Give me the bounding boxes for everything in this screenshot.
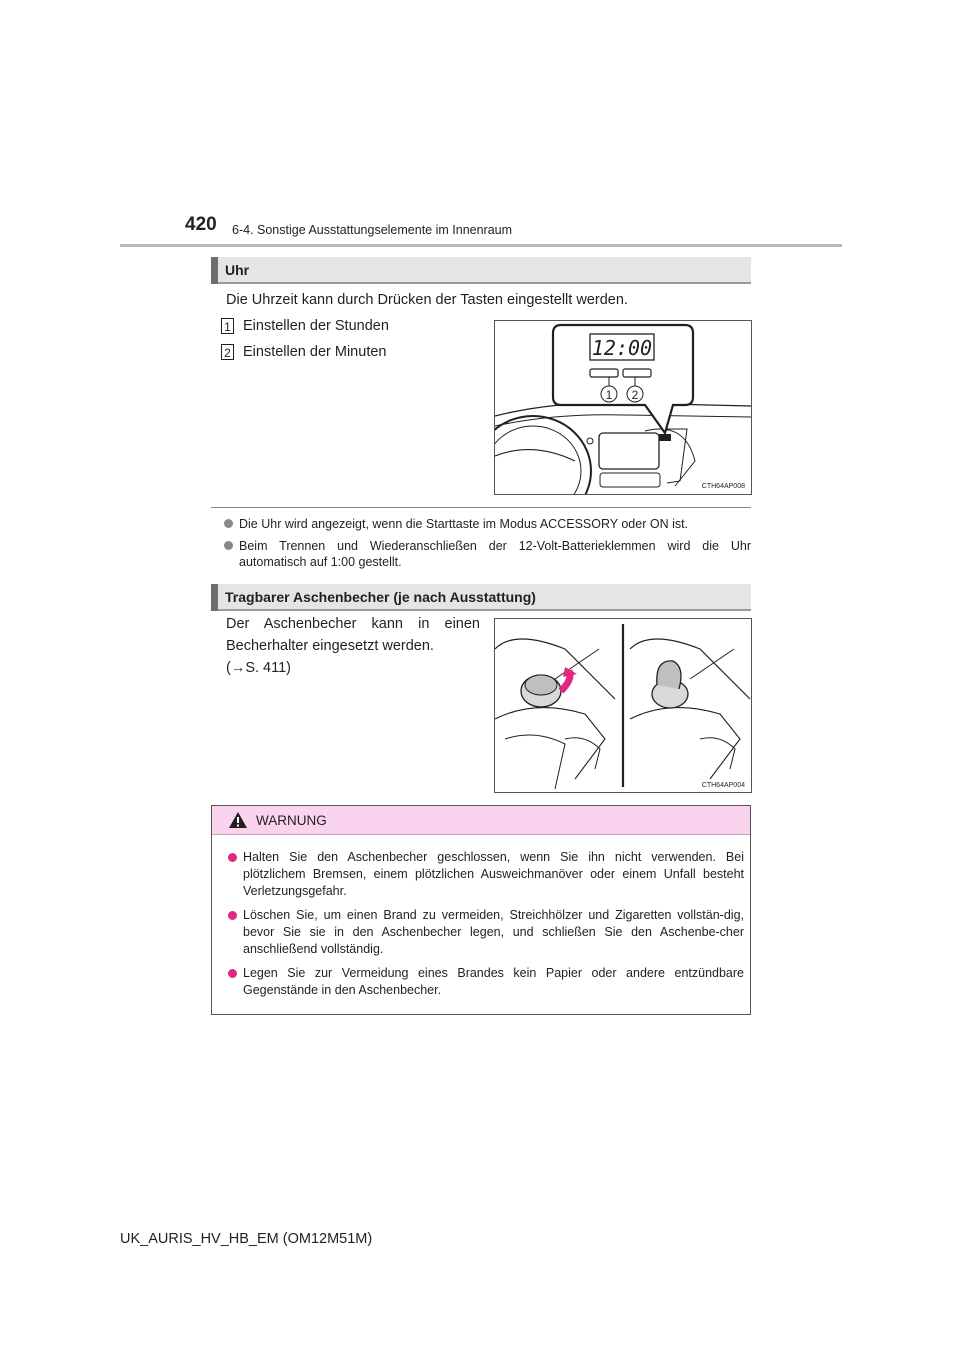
item-label: Einstellen der Minuten	[243, 344, 387, 360]
warning-item: Löschen Sie, um einen Brand zu vermeiden, Streichhölzer und Zigaretten vollstän-dig, bevor Sie sie in den Aschenbecher legen, und schließen Sie den Aschenbe-cher anschließend vollständig.	[228, 907, 744, 958]
note-item: Beim Trennen und Wiederanschließen der 12-Volt-Batterieklemmen wird die Uhr automatisch auf 1:00 gestellt.	[224, 538, 751, 570]
section-title: Tragbarer Aschenbecher (je nach Ausstattung)	[225, 589, 536, 605]
bullet-icon	[228, 853, 237, 862]
clock-intro: Die Uhrzeit kann durch Drücken der Tasten eingestellt werden.	[226, 292, 628, 308]
callout-2: 2	[631, 388, 639, 402]
warning-label: WARNUNG	[256, 813, 327, 828]
item-number: 1	[221, 318, 234, 334]
warning-header	[212, 806, 750, 835]
header-rule	[120, 244, 842, 247]
ashtray-text-line: Becherhalter eingesetzt werden.	[226, 638, 434, 654]
bullet-icon	[224, 519, 233, 528]
figure-code: CTH64AP004	[701, 782, 745, 789]
ashtray-text-line: Der Aschenbecher kann in einen	[226, 616, 480, 632]
warning-item: Legen Sie zur Vermeidung eines Brandes kein Papier oder andere entzündbare Gegenstände in den Aschenbecher.	[228, 965, 744, 999]
clock-illustration	[494, 320, 752, 495]
clock-display-time: 12:00	[591, 336, 653, 360]
page-number: 420	[185, 214, 217, 235]
warning-triangle-icon	[228, 811, 248, 829]
separator	[211, 507, 751, 508]
bullet-icon	[228, 911, 237, 920]
warning-box	[211, 805, 751, 1015]
section-bar	[211, 584, 218, 611]
cupholder-drawing	[495, 619, 751, 792]
warning-item: Halten Sie den Aschenbecher geschlossen, wenn Sie ihn nicht verwenden. Bei plötzlichem Bremsen, einem plötzlichen Ausweichmanöver oder einem Unfall besteht Verletzungsgefahr.	[228, 849, 744, 900]
item-number: 2	[221, 344, 234, 360]
document-id: UK_AURIS_HV_HB_EM (OM12M51M)	[120, 1231, 373, 1247]
bullet-icon	[224, 541, 233, 550]
page-reference: (→S. 411)	[226, 660, 292, 676]
figure-code: CTH64AP008	[701, 483, 745, 490]
section-bar	[211, 257, 218, 284]
section-title: Uhr	[225, 262, 250, 278]
note-item: Die Uhr wird angezeigt, wenn die Starttaste im Modus ACCESSORY oder ON ist.	[224, 516, 751, 532]
bullet-icon	[228, 969, 237, 978]
section-heading-ashtray	[211, 584, 751, 611]
section-heading-clock	[211, 257, 751, 284]
callout-1: 1	[605, 388, 613, 402]
chapter-title: 6-4. Sonstige Ausstattungselemente im Innenraum	[232, 223, 513, 237]
ashtray-illustration	[494, 618, 752, 793]
item-label: Einstellen der Stunden	[243, 318, 389, 334]
dashboard-drawing	[495, 321, 751, 494]
